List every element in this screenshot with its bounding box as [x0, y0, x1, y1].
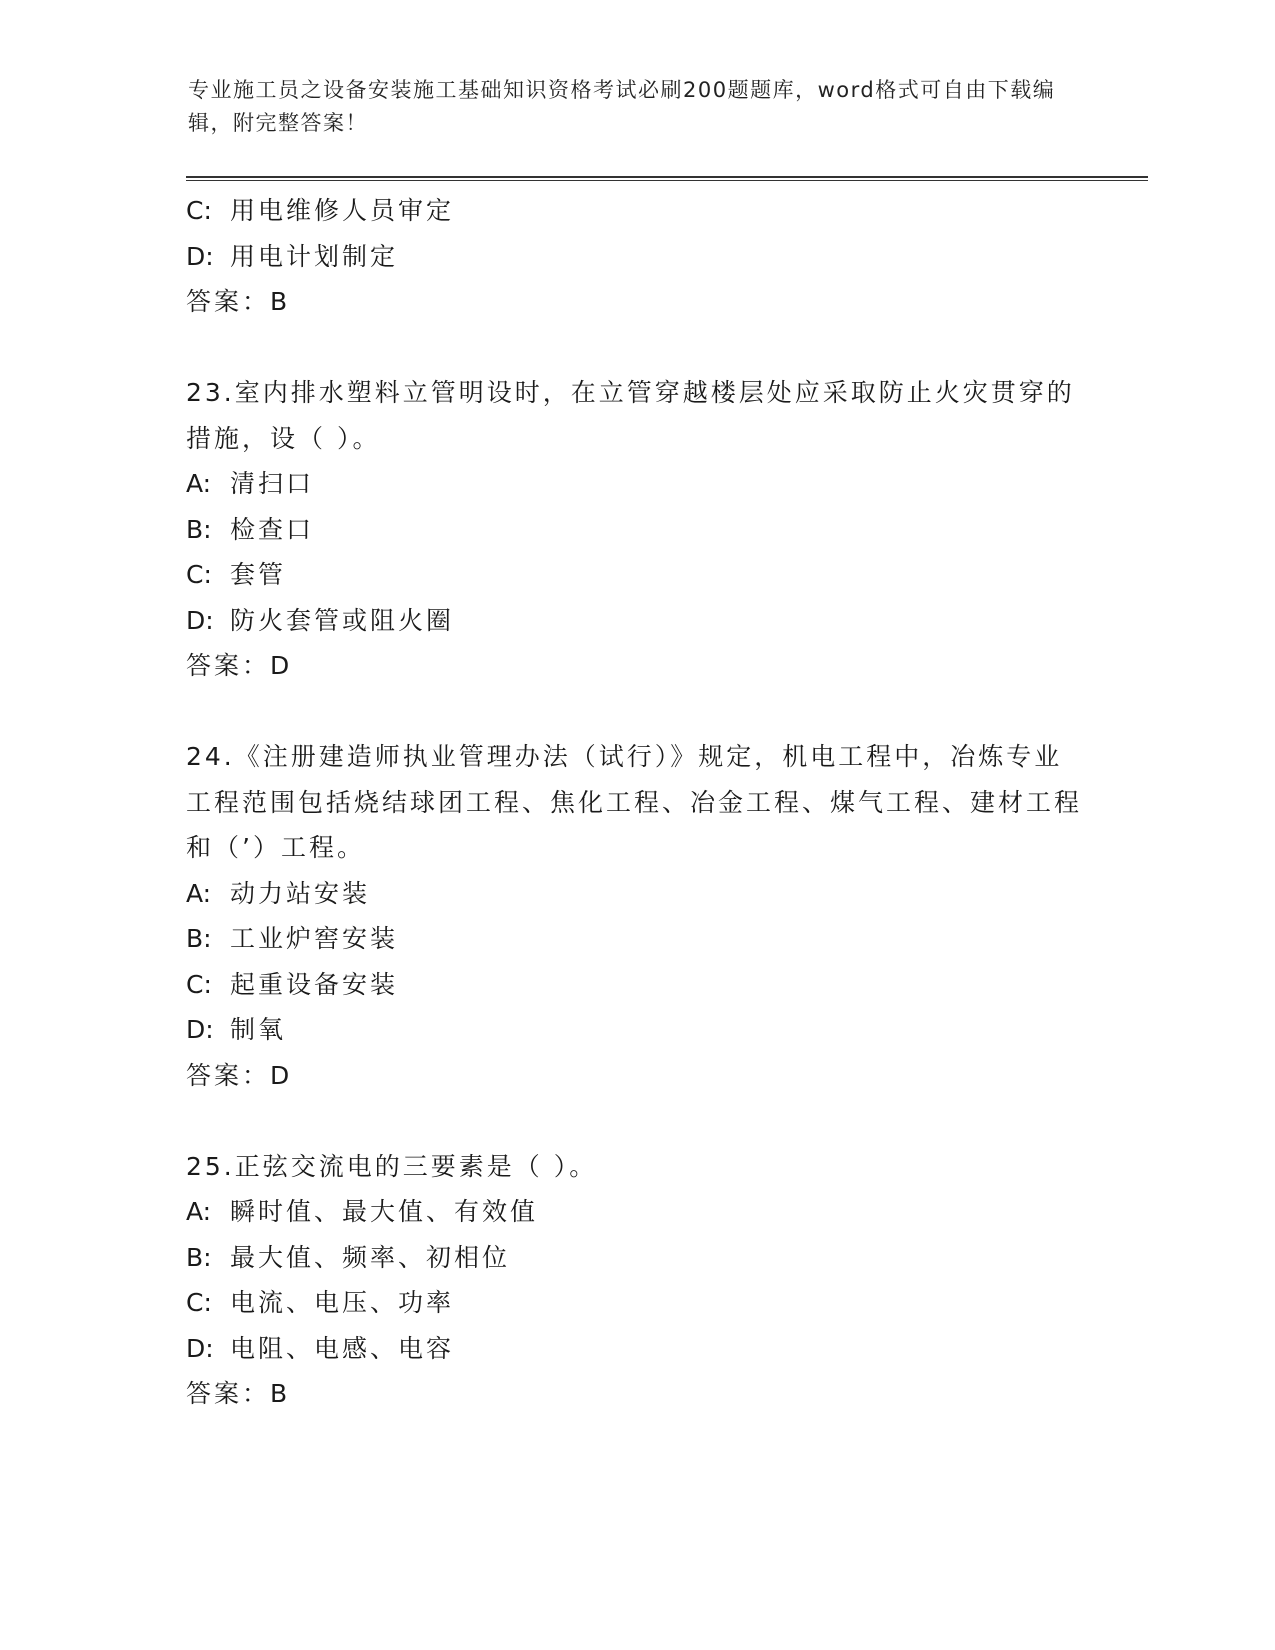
option-key: A: — [186, 1197, 212, 1226]
option-key: A: — [186, 469, 212, 498]
option-key: C: — [186, 196, 212, 225]
option-text: 电流、电压、功率 — [230, 1288, 455, 1317]
spacer — [186, 325, 1086, 371]
option-key: D: — [186, 1015, 214, 1044]
option-d — [186, 1007, 1086, 1053]
question-stem: 25.正弦交流电的三要素是（ ）。 — [186, 1151, 598, 1181]
answer-line: 答案：B — [186, 1379, 291, 1408]
option-d — [186, 598, 1086, 644]
option-c — [186, 962, 1086, 1008]
question-stem: 23.室内排水塑料立管明设时，在立管穿越楼层处应采取防止火灾贯穿的措施，设（ ）。 — [186, 378, 1075, 453]
option-text: 制氧 — [230, 1015, 287, 1044]
option-text: 套管 — [230, 560, 287, 589]
spacer — [186, 689, 1086, 735]
option-key: A: — [186, 878, 212, 908]
option-text: 起重设备安装 — [230, 969, 399, 999]
question-stem: 24.《注册建造师执业管理办法（试行）》规定，机电工程中，冶炼专业工程范围包括烧结球团工程、焦化工程、冶金工程、煤气工程、建材工程和（’）工程。 — [186, 742, 1083, 862]
spacer — [186, 1098, 1086, 1144]
option-text: 检查口 — [230, 514, 315, 544]
option-key: B: — [186, 514, 212, 544]
option-text: 动力站安装 — [230, 878, 371, 908]
option-text: 工业炉窖安装 — [230, 924, 399, 953]
option-key: C: — [186, 969, 212, 999]
option-key: D: — [186, 241, 214, 271]
option-text: 清扫口 — [230, 469, 315, 498]
option-a — [186, 461, 1086, 507]
option-key: D: — [186, 605, 214, 635]
option-text: 电阻、电感、电容 — [230, 1333, 455, 1363]
answer-line: 答案：D — [186, 1060, 293, 1090]
option-text: 用电维修人员审定 — [230, 196, 455, 225]
option-key: C: — [186, 1288, 212, 1317]
option-b — [186, 916, 1086, 962]
page-header-title: 专业施工员之设备安装施工基础知识资格考试必刷200题题库，word格式可自由下载编辑，附完整答案！ — [188, 78, 1056, 135]
option-text: 瞬时值、最大值、有效值 — [230, 1197, 539, 1226]
option-text: 防火套管或阻火圈 — [230, 605, 455, 635]
option-key: B: — [186, 1242, 212, 1272]
option-key: C: — [186, 560, 212, 589]
option-b — [186, 507, 1086, 553]
header-divider — [186, 176, 1148, 181]
option-text: 最大值、频率、初相位 — [230, 1242, 511, 1272]
answer-line: 答案：D — [186, 651, 293, 680]
option-a — [186, 871, 1086, 917]
option-c — [186, 552, 1086, 598]
answer-line: 答案：B — [186, 287, 291, 316]
option-key: D: — [186, 1333, 214, 1363]
option-d — [186, 1326, 1086, 1372]
option-c — [186, 188, 1086, 234]
option-b — [186, 1235, 1086, 1281]
option-a — [186, 1189, 1086, 1235]
option-key: B: — [186, 924, 212, 953]
question-content — [186, 188, 1086, 1417]
option-c — [186, 1280, 1086, 1326]
option-text: 用电计划制定 — [230, 241, 399, 271]
option-d — [186, 234, 1086, 280]
